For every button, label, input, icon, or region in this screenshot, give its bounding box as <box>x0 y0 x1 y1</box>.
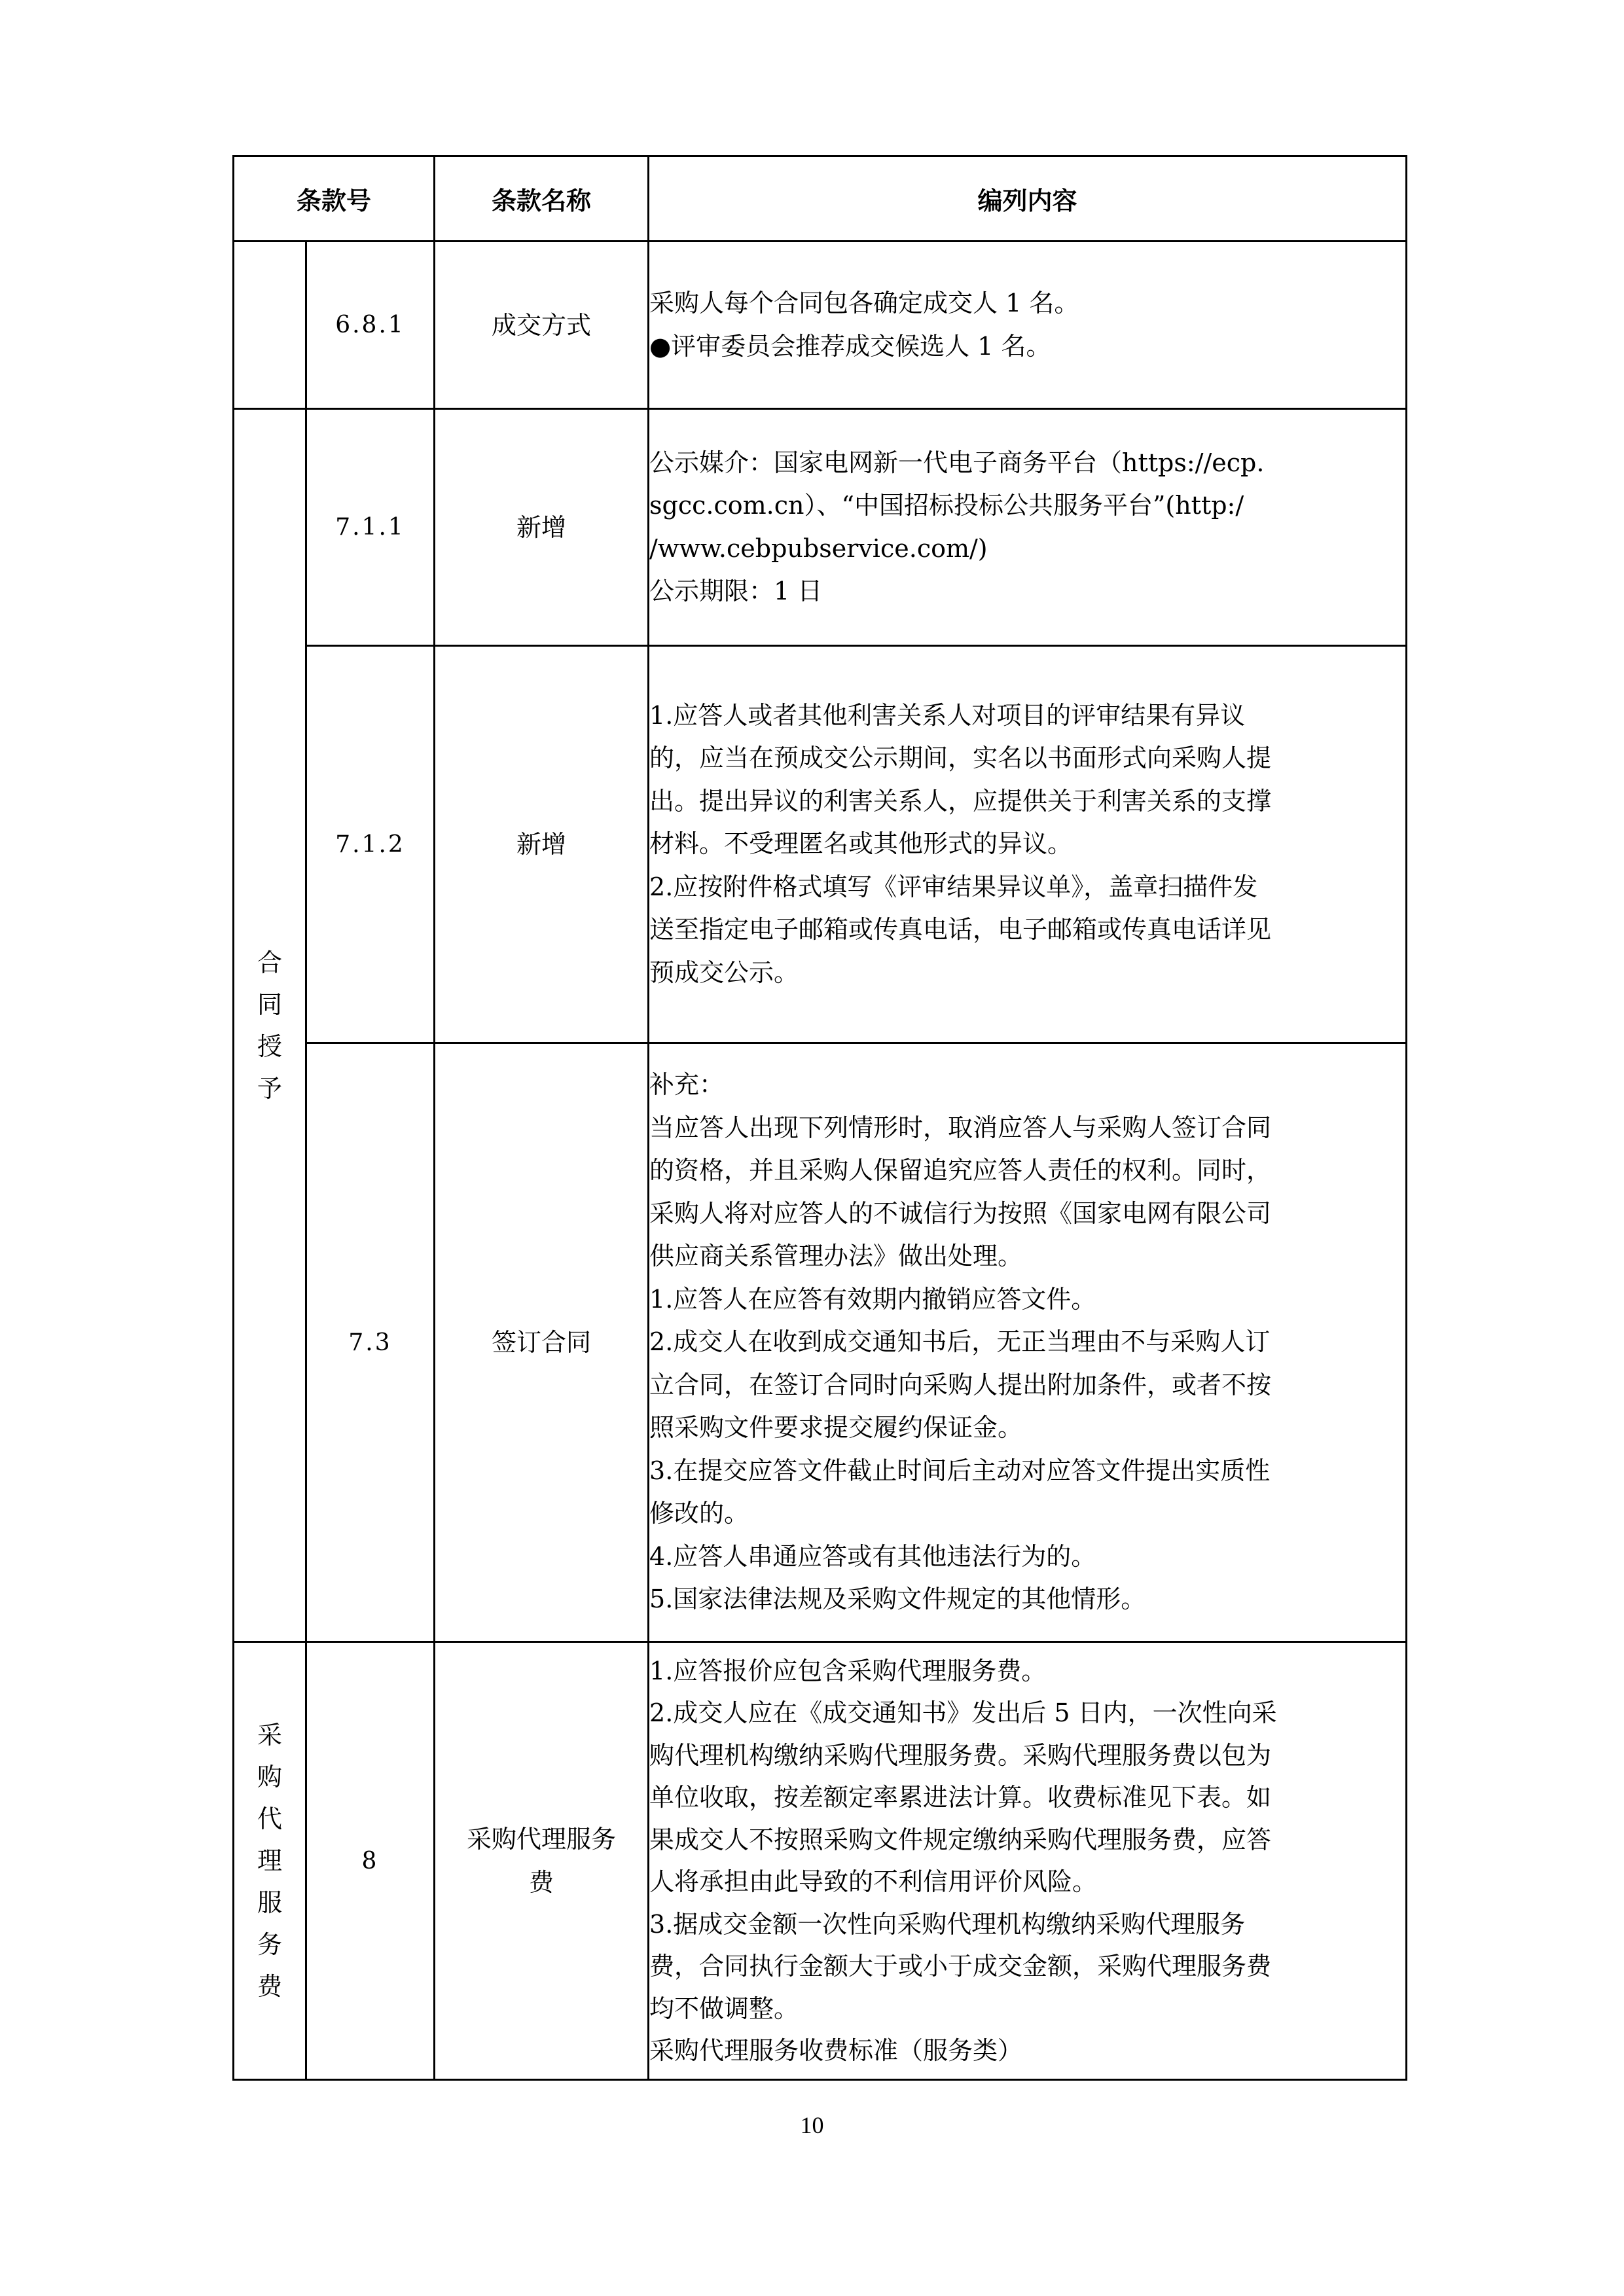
table-row <box>234 1642 1407 2080</box>
group-char: 合 <box>257 948 282 977</box>
content-line: 2.成交人在收到成交通知书后，无正当理由不与采购人订 <box>649 1327 1271 1357</box>
clause-name: 新增 <box>435 646 649 1043</box>
clause-name: 新增 <box>435 409 649 646</box>
clause-content <box>649 409 1407 646</box>
page-number: 10 <box>800 2112 824 2138</box>
content-line: 材料。不受理匿名或其他形式的异议。 <box>649 829 1073 859</box>
content-line: 采购代理服务收费标准（服务类） <box>649 2036 1023 2065</box>
content-line: 5.国家法律法规及采购文件规定的其他情形。 <box>649 1585 1146 1614</box>
header-content: 编列内容 <box>649 156 1407 242</box>
content-line: 补充： <box>649 1070 725 1100</box>
header-clause-number: 条款号 <box>234 156 435 242</box>
clause-content <box>649 1642 1407 2080</box>
header-clause-name: 条款名称 <box>435 156 649 242</box>
table-row <box>234 409 1407 646</box>
group-char: 代 <box>257 1804 282 1833</box>
group-char: 务 <box>257 1930 282 1959</box>
content-line: sgcc.com.cn）、“中国招标投标公共服务平台”(http:/ <box>649 491 1244 520</box>
content-line: ●评审委员会推荐成交候选人 1 名。 <box>649 331 1051 361</box>
content-line: 均不做调整。 <box>649 1994 799 2023</box>
content-line: 4.应答人串通应答或有其他违法行为的。 <box>649 1541 1096 1571</box>
content-line: 照采购文件要求提交履约保证金。 <box>649 1413 1023 1443</box>
content-line: 费，合同执行金额大于或小于成交金额，采购代理服务费 <box>649 1952 1272 1981</box>
clause-name-line: 采购代理服务 <box>467 1825 617 1854</box>
clause-name-line: 费 <box>529 1868 554 1897</box>
content-line: 的，应当在预成交公示期间，实名以书面形式向采购人提 <box>649 744 1272 773</box>
table-row <box>234 1043 1407 1642</box>
header-row <box>234 156 1407 242</box>
content-line: 1.应答报价应包含采购代理服务费。 <box>649 1656 1047 1685</box>
group-cell-empty <box>234 242 306 409</box>
content-line: 采购人每个合同包各确定成交人 1 名。 <box>649 289 1079 317</box>
content-line: 人将承担由此导致的不利信用评价风险。 <box>649 1867 1098 1896</box>
group-char: 授 <box>257 1031 282 1061</box>
content-line: 3.在提交应答文件截止时间后主动对应答文件提出实质性 <box>649 1456 1271 1485</box>
table-row <box>234 646 1407 1043</box>
content-line: 3.据成交金额一次性向采购代理机构缴纳采购代理服务 <box>649 1909 1246 1939</box>
clause-content <box>649 646 1407 1043</box>
content-line: 供应商关系管理办法》做出处理。 <box>649 1242 1023 1271</box>
content-line: 采购人将对应答人的不诚信行为按照《国家电网有限公司 <box>649 1198 1272 1228</box>
content-line: 1.应答人在应答有效期内撤销应答文件。 <box>649 1284 1096 1314</box>
content-line: 的资格，并且采购人保留追究应答人责任的权利。同时， <box>649 1156 1272 1185</box>
content-line: 送至指定电子邮箱或传真电话，电子邮箱或传真电话详见 <box>649 915 1272 944</box>
group-char: 予 <box>257 1073 282 1103</box>
group-char: 服 <box>257 1888 282 1917</box>
clause-table <box>232 155 1407 2081</box>
group-char: 同 <box>257 990 282 1019</box>
content-line: 购代理机构缴纳采购代理服务费。采购代理服务费以包为 <box>649 1740 1272 1770</box>
content-line: 公示媒介：国家电网新一代电子商务平台（https://ecp. <box>649 448 1265 477</box>
group-cell-agency-fee <box>234 1642 306 2080</box>
content-line: 2.成交人应在《成交通知书》发出后 5 日内，一次性向采 <box>649 1698 1277 1727</box>
clause-number: 7.1.1 <box>306 409 435 646</box>
group-char: 理 <box>257 1846 282 1875</box>
clause-number: 7.3 <box>306 1043 435 1642</box>
content-line: 1.应答人或者其他利害关系人对项目的评审结果有异议 <box>649 700 1246 730</box>
content-line: /www.cebpubservice.com/) <box>649 533 988 563</box>
content-line: 当应答人出现下列情形时，取消应答人与采购人签订合同 <box>649 1113 1272 1142</box>
group-cell-contract-award <box>234 409 306 1642</box>
content-line: 立合同，在签订合同时向采购人提出附加条件，或者不按 <box>649 1370 1272 1399</box>
group-char: 费 <box>257 1972 282 2001</box>
content-line: 单位收取，按差额定率累进法计算。收费标准见下表。如 <box>649 1783 1272 1812</box>
clause-number: 6.8.1 <box>306 242 435 409</box>
content-line: 出。提出异议的利害关系人，应提供关于利害关系的支撑 <box>649 786 1272 816</box>
content-line: 修改的。 <box>649 1499 749 1528</box>
table-row <box>234 242 1407 409</box>
group-char: 购 <box>257 1763 282 1791</box>
clause-number: 8 <box>306 1642 435 2080</box>
clause-name: 签订合同 <box>435 1043 649 1642</box>
clause-content <box>649 1043 1407 1642</box>
clause-number: 7.1.2 <box>306 646 435 1043</box>
clause-name <box>435 1642 649 2080</box>
content-line: 果成交人不按照采购文件规定缴纳采购代理服务费，应答 <box>649 1825 1272 1854</box>
content-line: 预成交公示。 <box>649 958 799 987</box>
clause-name: 成交方式 <box>435 242 649 409</box>
content-line: 2.应按附件格式填写《评审结果异议单》，盖章扫描件发 <box>649 872 1258 901</box>
clause-content <box>649 242 1407 409</box>
group-char: 采 <box>257 1721 282 1749</box>
content-line: 公示期限：1 日 <box>649 577 823 605</box>
